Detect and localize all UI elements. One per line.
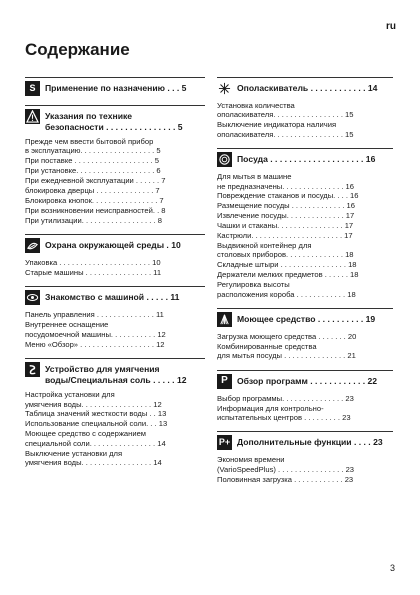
toc-entry[interactable] [217, 231, 393, 240]
toc-entry-text: Кастрюли. . . . . . . . . . . . . . . . . . . . . . 17 [217, 231, 353, 241]
section-heading[interactable] [217, 77, 393, 96]
programs-icon: P [217, 374, 232, 389]
leaf-icon [25, 238, 40, 253]
toc-entry-text: Информация для контрольно- испытательных центров . . . . . . . . . 23 [217, 403, 351, 422]
section-heading[interactable] [25, 234, 205, 253]
toc-entry-text: Экономия времени (VarioSpeedPlus) . . . . . . . . . . . . . . . . 23 [217, 455, 355, 474]
toc-entry-text: Упаковка . . . . . . . . . . . . . . . . . . . . . . 10 [25, 258, 161, 268]
toc-entry-text: Для мытья в машине не предназначены. . . . . . . . . . . . . . . 16 [217, 172, 354, 191]
toc-entry-text: Половинная загрузка . . . . . . . . . . . . 23 [217, 474, 354, 484]
toc-entry-text: Установка количества ополаскивателя. . . . . . . . . . . . . . . . . 15 [217, 101, 354, 120]
toc-section [217, 370, 393, 423]
section-title: Охрана окружающей среды . 10 [45, 240, 181, 251]
toc-section [25, 286, 205, 349]
toc-entry-text: Регулировка высоты расположения короба . . . . . . . . . . . . 18 [217, 280, 356, 299]
toc-entry-text: Меню «Обзор» . . . . . . . . . . . . . . . . . . 12 [25, 339, 165, 349]
salt-icon: S [25, 81, 40, 96]
toc-entry-text: При установке. . . . . . . . . . . . . . . . . . . 6 [25, 166, 161, 176]
p-plus-icon: P+ [217, 435, 232, 450]
detergent-icon [217, 312, 232, 327]
toc-entry[interactable] [25, 320, 205, 339]
toc-entry[interactable] [25, 390, 205, 409]
toc-entry[interactable] [217, 120, 393, 139]
toc-entry-text: Выдвижной контейнер для столовых приборов. . . . . . . . . . . . . . 18 [217, 240, 354, 260]
toc-entry[interactable] [25, 216, 205, 225]
toc-entry-text: Моющее средство с содержанием специальной соли. . . . . . . . . . . . . . . . 14 [25, 429, 166, 448]
toc-entry-text: При возникновении неисправностей. . 8 [25, 205, 166, 215]
toc-entry[interactable] [217, 221, 393, 230]
page-title: Содержание [25, 40, 130, 59]
toc-right-column [217, 77, 393, 493]
toc-section [217, 308, 393, 361]
toc-entry-text: Внутреннее оснащение посудомоечной машины. . . . . . . . . . . 12 [25, 320, 166, 339]
toc-entry-text: Повреждение стаканов и посуды. . . . 16 [217, 191, 359, 201]
toc-section [25, 358, 205, 467]
toc-entry-text: Использование специальной соли. . . 13 [25, 419, 168, 429]
toc-entry-text: Блокировка кнопок. . . . . . . . . . . . . . . . 7 [25, 195, 164, 205]
toc-entry[interactable] [25, 137, 205, 156]
toc-section [217, 148, 393, 299]
toc-entry[interactable] [25, 186, 205, 195]
section-title: Знакомство с машиной . . . . . 11 [45, 292, 180, 303]
section-heading[interactable] [217, 308, 393, 327]
toc-entry[interactable] [25, 429, 205, 448]
section-heading[interactable] [25, 286, 205, 305]
toc-entry-text: При утилизации. . . . . . . . . . . . . . . . . . 8 [25, 215, 162, 225]
toc-entry[interactable] [217, 201, 393, 210]
toc-entry[interactable] [217, 332, 393, 341]
toc-section [25, 234, 205, 277]
section-heading[interactable] [25, 105, 205, 132]
toc-entry[interactable] [217, 394, 393, 403]
toc-entry-text: Размещение посуды . . . . . . . . . . . . . 16 [217, 201, 356, 211]
toc-entry-text: блокировка дверцы . . . . . . . . . . . . . . 7 [25, 186, 160, 196]
section-heading[interactable] [217, 431, 393, 450]
toc-section [217, 77, 393, 139]
toc-entry-text: Комбинированные средства для мытья посуды . . . . . . . . . . . . . . . 21 [217, 341, 356, 361]
toc-entry[interactable] [217, 241, 393, 260]
rinse-aid-icon [217, 81, 232, 96]
toc-entry-text: При ежедневной эксплуатации . . . . . . 7 [25, 176, 166, 186]
toc-entry-text: Извлечение посуды. . . . . . . . . . . . . . 17 [217, 211, 355, 221]
toc-section [25, 105, 205, 225]
section-heading[interactable] [25, 77, 205, 96]
toc-entry[interactable] [217, 342, 393, 361]
toc-entry[interactable] [25, 409, 205, 418]
section-title: Устройство для умягчения воды/Специальная соль . . . . . 12 [45, 364, 187, 385]
toc-entry-text: При поставке . . . . . . . . . . . . . . . . . . . 5 [25, 156, 159, 166]
toc-entry-text: Загрузка моющего средства . . . . . . . 20 [217, 331, 357, 341]
toc-entry[interactable] [25, 419, 205, 428]
section-title: Указания по технике безопасности . . . . . . . . . . . . . . . 5 [45, 111, 183, 132]
plate-icon [217, 152, 232, 167]
toc-entry[interactable] [25, 310, 205, 319]
toc-entry[interactable] [25, 176, 205, 185]
water-softener-icon [25, 362, 40, 377]
page-number: 3 [389, 563, 395, 573]
toc-entry[interactable] [25, 156, 205, 165]
toc-entry[interactable] [217, 191, 393, 200]
toc-entry-text: Чашки и стаканы. . . . . . . . . . . . . . . . 17 [217, 221, 354, 231]
toc-entry[interactable] [217, 270, 393, 279]
toc-left-column [25, 77, 205, 476]
toc-entry[interactable] [217, 475, 393, 484]
toc-entry[interactable] [25, 206, 205, 215]
eye-icon [25, 290, 40, 305]
toc-entry[interactable] [217, 211, 393, 220]
section-heading[interactable] [25, 358, 205, 385]
toc-entry[interactable] [217, 455, 393, 474]
toc-entry[interactable] [25, 196, 205, 205]
toc-entry[interactable] [25, 258, 205, 267]
section-title: Применение по назначению . . . 5 [45, 83, 187, 93]
toc-entry[interactable] [217, 172, 393, 191]
section-title: Ополаскиватель . . . . . . . . . . . . 14 [237, 83, 378, 93]
toc-entry[interactable] [25, 268, 205, 277]
toc-entry[interactable] [217, 101, 393, 120]
toc-entry-text: Складные штыри . . . . . . . . . . . . . . . . 18 [217, 260, 357, 270]
toc-section [25, 77, 205, 96]
section-title: Посуда . . . . . . . . . . . . . . . . . . . . 16 [237, 154, 376, 165]
toc-entry[interactable] [25, 340, 205, 349]
toc-entry[interactable] [217, 404, 393, 423]
toc-entry-text: Панель управления . . . . . . . . . . . . . . 11 [25, 310, 164, 320]
language-code: ru [386, 21, 396, 32]
toc-entry-text: Настройка установки для умягчения воды. . . . . . . . . . . . . . . . . 12 [25, 390, 162, 409]
toc-entry-text: Выключение установки для умягчения воды. . . . . . . . . . . . . . . . . 14 [25, 448, 162, 467]
toc-entry-text: Старые машины . . . . . . . . . . . . . . . . 11 [25, 268, 162, 278]
section-heading[interactable] [217, 370, 393, 389]
toc-entry-text: Таблица значений жесткости воды . . 13 [25, 409, 167, 419]
toc-entry-text: Выбор программы. . . . . . . . . . . . . . . 23 [217, 393, 354, 403]
toc-entry-text: Прежде чем ввести бытовой прибор в эксплуатацию. . . . . . . . . . . . . . . . . . 5 [25, 137, 161, 156]
warning-icon [25, 109, 40, 124]
section-title: Обзор программ . . . . . . . . . . . . 22 [237, 375, 378, 386]
section-title: Дополнительные функции . . . . 23 [237, 437, 383, 448]
section-title: Моющее средство . . . . . . . . . . 19 [237, 313, 376, 324]
toc-section [217, 431, 393, 484]
toc-entry[interactable] [217, 260, 393, 269]
toc-entry-text: Выключение индикатора наличия ополаскивателя. . . . . . . . . . . . . . . . . 15 [217, 120, 354, 139]
section-heading[interactable] [217, 148, 393, 167]
toc-entry[interactable] [25, 449, 205, 468]
toc-entry-text: Держатели мелких предметов . . . . . . 18 [217, 270, 359, 280]
toc-entry[interactable] [217, 280, 393, 299]
toc-entry[interactable] [25, 166, 205, 175]
